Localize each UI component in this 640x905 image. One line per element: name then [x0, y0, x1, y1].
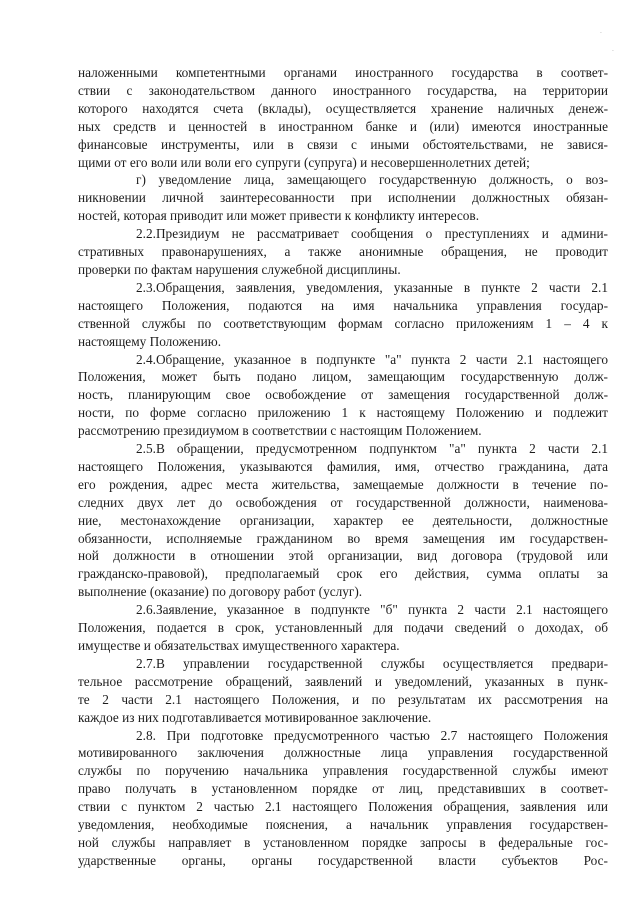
- paragraph-p-2-6: [78, 601, 608, 655]
- text-line: мотивированного заключения должностные лица управления государственной: [78, 745, 608, 761]
- text-line: следних двух лет до освобождения от государственной должности, наименова-: [78, 494, 608, 510]
- scan-speck: ·: [600, 30, 602, 37]
- text-line: Положения, подается в срок, установленный для подачи сведений о доходах, об: [78, 620, 608, 636]
- paragraph-p-2-4: [78, 351, 608, 441]
- text-line: ных средств и ценностей в иностранном банке и (или) имеются иностранные: [78, 118, 608, 134]
- text-line: ственной службы по соответствующим формам согласно приложениям 1 – 4 к: [78, 315, 608, 331]
- text-line: г) уведомление лица, замещающего государственную должность, о воз-: [136, 172, 608, 188]
- text-line: право получать в установленном порядке от лиц, представивших в соответ-: [78, 781, 608, 797]
- paragraph-p-g: [78, 171, 608, 225]
- text-line: настоящего Положения, указываются фамилия, имя, отчество гражданина, дата: [78, 458, 608, 474]
- text-line: имуществе и обязательствах имущественного характера.: [78, 638, 400, 653]
- text-line: каждое из них подготавливается мотивированное заключение.: [78, 709, 432, 725]
- text-line: 2.4.Обращение, указанное в подпункте "а" пункта 2 части 2.1 настоящего: [136, 351, 608, 367]
- text-line: ной должности в отношении этой организации, вид договора (трудовой или: [78, 548, 608, 564]
- text-line: 2.3.Обращения, заявления, уведомления, указанные в пункте 2 части 2.1: [136, 279, 608, 295]
- text-line: никновении личной заинтересованности при исполнении должностных обязан-: [78, 190, 608, 206]
- text-line: наложенными компетентными органами иностранного государства в соответ-: [78, 65, 608, 80]
- text-line: ние, местонахождение организации, характер ее деятельности, должностные: [78, 512, 608, 528]
- text-line: гражданско-правовой), предполагаемый срок его действия, сумма оплаты за: [78, 566, 608, 582]
- text-line: обязанности, исполняемые гражданином во время замещения им государствен-: [78, 530, 608, 546]
- text-line: 2.8. При подготовке предусмотренного частью 2.7 настоящего Положения: [136, 727, 608, 743]
- text-line: проверки по фактам нарушения служебной дисциплины.: [78, 261, 401, 277]
- text-line: ность, планирующим свое освобождение от замещения государственной долж-: [78, 387, 608, 403]
- text-line: ности, по форме согласно приложению 1 к настоящему Положению и подлежит: [78, 405, 608, 421]
- text-line: те 2 части 2.1 настоящего Положения, и по результатам их рассмотрения на: [78, 691, 608, 707]
- text-line: 2.5.В обращении, предусмотренном подпунктом "а" пункта 2 части 2.1: [136, 441, 608, 457]
- text-line: Положения, может быть подано лицом, замещающим государственную долж-: [78, 369, 608, 385]
- paragraph-p-2-8: [78, 727, 608, 870]
- paragraph-p-cont: [78, 64, 608, 171]
- text-line: 2.6.Заявление, указанное в подпункте "б" пункта 2 части 2.1 настоящего: [136, 602, 608, 618]
- text-line: настоящему Положению.: [78, 333, 222, 349]
- paragraph-p-2-3: [78, 279, 608, 351]
- text-line: ударственные органы, органы государственной власти субъектов Рос-: [78, 852, 608, 868]
- text-line: рассмотрению президиумом в соответствии с настоящим Положением.: [78, 423, 482, 439]
- text-line: ствии с пунктом 2 частью 2.1 настоящего Положения обращения, заявления или: [78, 799, 608, 815]
- text-line: щими от его воли или воли его супруги (супруга) и несовершеннолетних детей;: [78, 154, 530, 170]
- text-line: его рождения, адрес места жительства, замещаемые должности в течение по-: [78, 476, 608, 492]
- text-line: настоящего Положения, подаются на имя начальника управления государ-: [78, 297, 608, 313]
- text-line: выполнение (оказание) по договору работ (услуг).: [78, 584, 363, 600]
- text-line: ной службы направляет в установленном порядке запросы в федеральные гос-: [78, 834, 608, 850]
- text-line: уведомления, необходимые пояснения, а начальник управления государствен-: [78, 817, 608, 833]
- text-line: службы по поручению начальника управления государственной службы имеют: [78, 763, 608, 779]
- text-line: финансовые инструменты, или в связи с иными обстоятельствами, не завися-: [78, 136, 608, 152]
- text-line: ствии с законодательством данного иностранного государства, на территории: [78, 82, 608, 98]
- text-line: 2.7.В управлении государственной службы осуществляется предвари-: [136, 655, 608, 671]
- text-line: 2.2.Президиум не рассматривает сообщения о преступлениях и админи-: [136, 226, 608, 242]
- text-line: тельное рассмотрение обращений, заявлений и уведомлений, указанных в пунк-: [78, 673, 608, 689]
- text-line: ностей, которая приводит или может привести к конфликту интересов.: [78, 208, 480, 224]
- scan-speck: ·: [612, 48, 614, 55]
- paragraph-p-2-5: [78, 440, 608, 601]
- paragraph-p-2-2: [78, 225, 608, 279]
- text-line: которого находятся счета (вклады), осуществляется хранение наличных денеж-: [78, 100, 608, 116]
- paragraph-p-2-7: [78, 655, 608, 727]
- document-body: [78, 64, 608, 870]
- text-line: стративных правонарушениях, а также анонимные обращения, не проводит: [78, 244, 608, 260]
